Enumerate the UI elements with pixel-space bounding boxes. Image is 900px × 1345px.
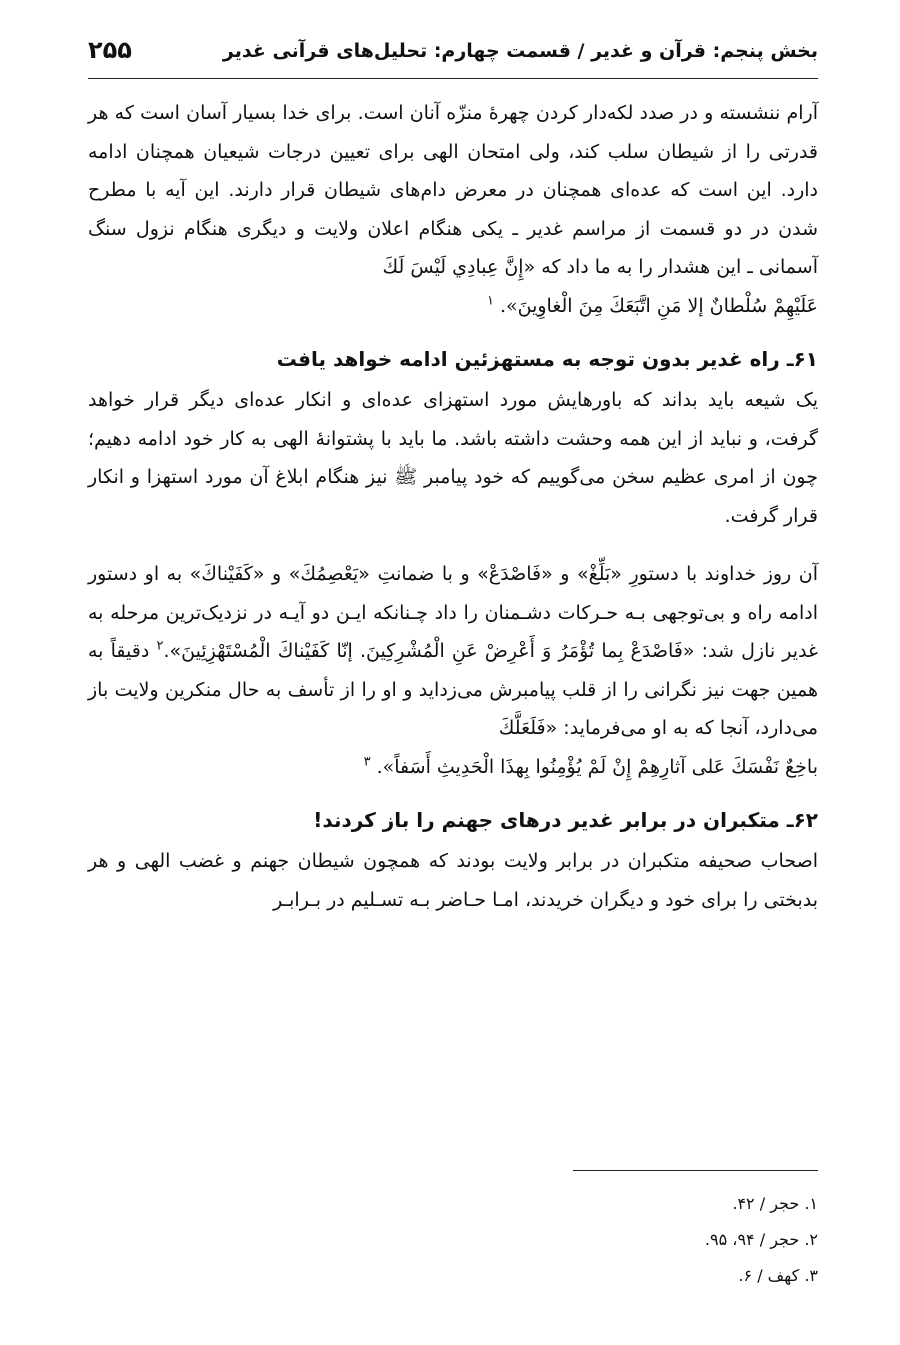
footnote: ۲. حجر / ۹۴، ۹۵. xyxy=(704,1230,818,1249)
quran-verse: عَلَيْهِمْ سُلْطانٌ إلا مَنِ اتَّبَعَكَ مِنَ الْغاوِينَ». xyxy=(499,294,818,317)
footnote-ref: ۲ xyxy=(156,638,164,654)
section-62-paragraph: اصحاب صحیفه متکبران در برابر ولایت بودند که همچون شیطان جهنم و غضب الهی و هر بدبختی را برای خود و دیگران خریدند، امـا حـاضر بـه تسـلیم در بـرابـر xyxy=(88,850,818,911)
intro-paragraph: آرام ننشسته و در صدد لکه‌دار کردن چهرهٔ منزّه آنان است. برای خدا بسیار آسان است که هر قدرتی را از شیطان سلب کند، ولی امتحان الهی برای تعیین درجات شیعیان همچنان ادامه دارد. این است که عده‌ای همچنان در معرض دام‌های شیطان قرار دارند. این آیه با مطرح شدن در دو قسمت از مراسم غدیر ـ یکی هنگام اعلان ولایت و دیگری هنگام نزول سنگ آسمانی ـ این هشدار را به ما داد که «إِنَّ عِبادِي لَيْسَ لَكَ xyxy=(88,102,818,278)
footnote-ref: ۳ xyxy=(363,754,371,770)
paragraph-text: آن روز خداوند با دستورِ «بَلِّغْ» و «فَاصْدَعْ» و با ضمانتِ «يَعْصِمُكَ» و «كَفَيْناكَ» به او دستور ادامه راه و بی‌توجهی بـه حـرکات دشـمنان را داد چـنانکه ایـن دو آیـه در نزدیک‌ترین مرحله به غدیر نازل شد: «فَاصْدَعْ بِما تُؤْمَرُ وَ أَعْرِضْ عَنِ الْمُشْرِكِينَ. إنّا كَفَيْناكَ الْمُسْتَهْزِئِينَ». xyxy=(88,563,818,662)
book-page xyxy=(88,0,818,1345)
footnote-ref: ۱ xyxy=(486,293,494,309)
body-text xyxy=(88,94,818,919)
section-61-paragraph-2 xyxy=(88,555,818,748)
paragraph-gap xyxy=(88,535,818,555)
footnote: ۳. کهف / ۶. xyxy=(738,1266,818,1285)
footnotes xyxy=(418,1186,818,1294)
section-61-quran-line xyxy=(88,748,818,787)
section-61-title: ۶۱ـ راه غدیر بدون توجه به مستهزئین ادامه خواهد یافت xyxy=(276,347,818,371)
section-61-paragraph: یک شیعه باید بداند که باورهایش مورد استهزای عده‌ای و انکار عده‌ای دیگر قرار خواهد گرفت، و نباید از این همه وحشت داشته باشد. ما باید با پشتوانهٔ الهی به کار خود ادامه دهیم؛ چون از امری عظیم سخن می‌گوییم که خود پیامبر ﷺ نیز هنگام ابلاغ آن مورد استهزا و انکار قرار گرفت. xyxy=(88,389,818,527)
intro-quran-line xyxy=(88,287,818,326)
page-header xyxy=(88,34,818,79)
page-number: ۲۵۵ xyxy=(88,36,132,64)
footnote-separator xyxy=(573,1170,818,1171)
footnote: ۱. حجر / ۴۲. xyxy=(732,1194,818,1213)
paragraph-text-continued: دقیقاً به همین جهت نیز نگرانی را از قلب پیامبرش می‌زداید و او را از تأسف به حال منکرین ولایت باز می‌دارد، آنجا که به او می‌فرماید: «فَلَعَلَّكَ xyxy=(88,640,818,739)
section-62-title: ۶۲ـ متکبران در برابر غدیر درهای جهنم را باز کردند! xyxy=(313,808,818,832)
running-head: بخش پنجم: قرآن و غدیر / قسمت چهارم: تحلیل‌های قرآنی غدیر xyxy=(222,40,818,62)
quran-verse: باخِعٌ نَفْسَكَ عَلى آثارِهِمْ إِنْ لَمْ يُؤْمِنُوا بِهذَا الْحَدِيثِ أَسَفاً». xyxy=(376,755,818,778)
